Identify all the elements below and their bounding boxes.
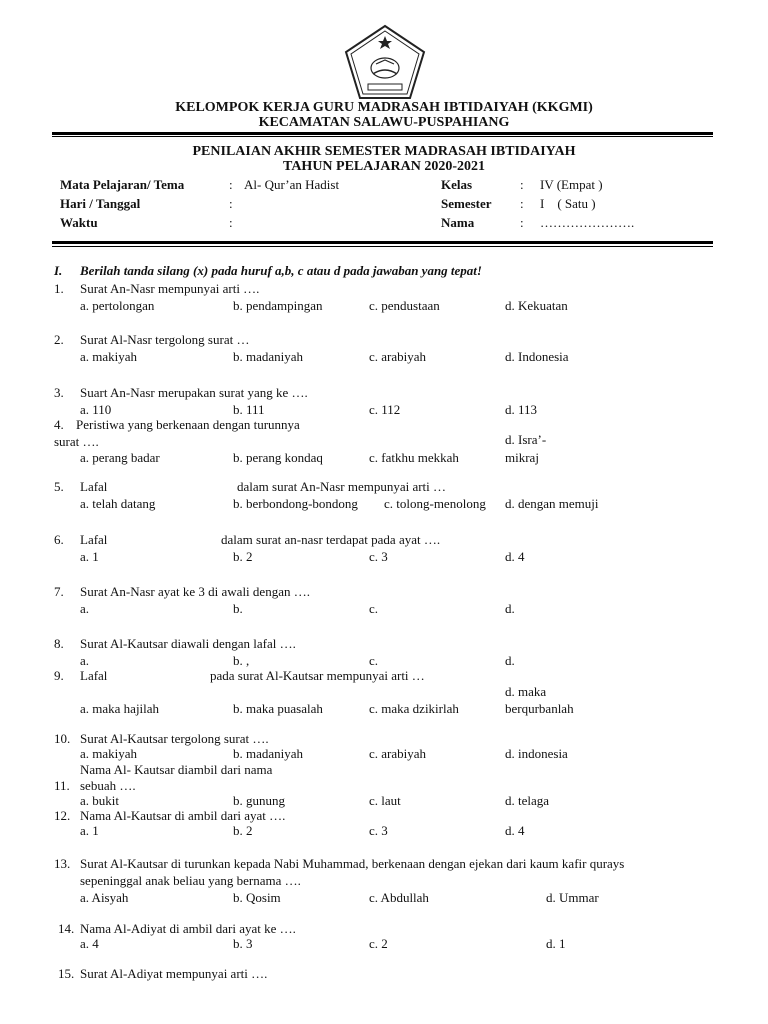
question-7-option-b: b.: [233, 601, 243, 616]
question-3-option-b: b. 111: [233, 402, 265, 417]
question-7-option-a: a.: [80, 601, 90, 616]
question-8-option-d: d.: [505, 653, 515, 668]
question-11-option-a: a. bukit: [80, 793, 119, 808]
question-5-option-c: c. tolong-menolong: [384, 496, 486, 511]
question-5-text: Lafal: [80, 479, 108, 494]
kemenag-logo: [340, 22, 430, 102]
question-4-text: Peristiwa yang berkenaan dengan turunnya: [76, 417, 300, 432]
section-roman: I.: [54, 263, 63, 278]
question-14-number: 14.: [58, 921, 75, 936]
mapel-value: Al- Qur’an Hadist: [244, 177, 340, 192]
question-10-text: Surat Al-Kautsar tergolong surat ….: [80, 731, 269, 746]
question-3-text: Suart An-Nasr merupakan surat yang ke ….: [80, 385, 308, 400]
question-9-option-d-cont: berqurbanlah: [505, 701, 574, 716]
question-12-option-c: c. 3: [369, 823, 388, 838]
question-12-text: Nama Al-Kautsar di ambil dari ayat ….: [80, 808, 286, 823]
question-15-number: 15.: [58, 966, 75, 981]
question-5-option-a: a. telah datang: [80, 496, 156, 511]
question-13-text-cont: sepeninggal anak beliau yang bernama ….: [80, 873, 301, 888]
question-6-option-d: d. 4: [505, 549, 525, 564]
question-2-option-d: d. Indonesia: [505, 349, 569, 364]
question-6-text: Lafal: [80, 532, 108, 547]
info-rule-thin: [52, 246, 713, 247]
semester-label: Semester: [441, 196, 492, 211]
nama-colon: :: [520, 215, 524, 230]
question-4-option-b: b. perang kondaq: [233, 450, 323, 465]
question-4-number: 4.: [54, 417, 64, 432]
header-line-2: KECAMATAN SALAWU-PUSPAHIANG: [258, 115, 510, 130]
question-1-number: 1.: [54, 281, 64, 296]
question-9-option-d: d. maka: [505, 684, 547, 699]
exam-title: PENILAIAN AKHIR SEMESTER MADRASAH IBTIDAIYAH: [192, 144, 576, 159]
question-2-number: 2.: [54, 332, 64, 347]
question-11-number: 11.: [54, 778, 70, 793]
question-2-option-b: b. madaniyah: [233, 349, 304, 364]
question-6-number: 6.: [54, 532, 64, 547]
question-6-option-c: c. 3: [369, 549, 388, 564]
question-8-option-a: a.: [80, 653, 90, 668]
question-3-option-c: c. 112: [369, 402, 401, 417]
question-1-option-a: a. pertolongan: [80, 298, 155, 313]
question-8-number: 8.: [54, 636, 64, 651]
semester-value: I ( Satu ): [540, 196, 596, 211]
question-4-option-a: a. perang badar: [80, 450, 160, 465]
question-10-number: 10.: [54, 731, 71, 746]
question-1-text: Surat An-Nasr mempunyai arti ….: [80, 281, 260, 296]
question-3-option-d: d. 113: [505, 402, 538, 417]
question-9-text: Lafal: [80, 668, 108, 683]
info-rule-thick: [52, 241, 713, 244]
header-line-1: KELOMPOK KERJA GURU MADRASAH IBTIDAIYAH (KKGMI): [175, 100, 593, 115]
semester-colon: :: [520, 196, 524, 211]
question-2-text: Surat Al-Nasr tergolong surat …: [80, 332, 250, 347]
nama-label: Nama: [441, 215, 475, 230]
question-1-option-c: c. pendustaan: [369, 298, 440, 313]
hari-colon: :: [229, 196, 233, 211]
question-13-number: 13.: [54, 856, 71, 871]
question-4-option-d: d. Isra’-: [505, 432, 547, 447]
question-8-option-b: b. ,: [233, 653, 250, 668]
question-15-text: Surat Al-Adiyat mempunyai arti ….: [80, 966, 268, 981]
kelas-value: IV (Empat ): [540, 177, 603, 192]
question-12-number: 12.: [54, 808, 71, 823]
waktu-colon: :: [229, 215, 233, 230]
question-7-option-c: c.: [369, 601, 379, 616]
question-14-option-d: d. 1: [546, 936, 566, 951]
header-rule-thin: [52, 136, 713, 137]
question-6-option-a: a. 1: [80, 549, 99, 564]
question-9-option-b: b. maka puasalah: [233, 701, 323, 716]
question-12-option-d: d. 4: [505, 823, 525, 838]
question-10-option-a: a. makiyah: [80, 746, 138, 761]
question-14-option-b: b. 3: [233, 936, 253, 951]
question-13-text: Surat Al-Kautsar di turunkan kepada Nabi Muhammad, berkenaan dengan ejekan dari kaum kafir qurays: [80, 856, 625, 871]
question-2-option-a: a. makiyah: [80, 349, 138, 364]
question-14-option-a: a. 4: [80, 936, 99, 951]
question-10-option-c: c. arabiyah: [369, 746, 427, 761]
kelas-colon: :: [520, 177, 524, 192]
question-4-option-c: c. fatkhu mekkah: [369, 450, 459, 465]
exam-year: TAHUN PELAJARAN 2020-2021: [283, 159, 485, 174]
question-9-option-c: c. maka dzikirlah: [369, 701, 459, 716]
question-2-option-c: c. arabiyah: [369, 349, 427, 364]
question-9-number: 9.: [54, 668, 64, 683]
question-5-text-after: dalam surat An-Nasr mempunyai arti …: [237, 479, 447, 494]
mapel-colon: :: [229, 177, 233, 192]
section-instruction: Berilah tanda silang (x) pada huruf a,b, c atau d pada jawaban yang tepat!: [80, 263, 482, 278]
question-11-option-c: c. laut: [369, 793, 401, 808]
question-13-option-d: d. Ummar: [546, 890, 599, 905]
header-rule-thick: [52, 132, 713, 135]
question-13-option-a: a. Aisyah: [80, 890, 129, 905]
question-12-option-a: a. 1: [80, 823, 99, 838]
question-6-option-b: b. 2: [233, 549, 253, 564]
question-5-option-d: d. dengan memuji: [505, 496, 599, 511]
question-4-option-d-cont: mikraj: [505, 450, 539, 465]
question-1-option-d: d. Kekuatan: [505, 298, 568, 313]
question-13-option-b: b. Qosim: [233, 890, 281, 905]
question-3-number: 3.: [54, 385, 64, 400]
question-11-text: Nama Al- Kautsar diambil dari nama: [80, 762, 273, 777]
question-1-option-b: b. pendampingan: [233, 298, 323, 313]
question-11-option-d: d. telaga: [505, 793, 550, 808]
kelas-label: Kelas: [441, 177, 473, 192]
mapel-label: Mata Pelajaran/ Tema: [60, 177, 185, 192]
question-4-text-cont: surat ….: [54, 434, 99, 449]
question-8-option-c: c.: [369, 653, 379, 668]
question-7-option-d: d.: [505, 601, 515, 616]
question-5-number: 5.: [54, 479, 64, 494]
question-10-option-d: d. indonesia: [505, 746, 568, 761]
question-14-text: Nama Al-Adiyat di ambil dari ayat ke ….: [80, 921, 296, 936]
question-13-option-c: c. Abdullah: [369, 890, 429, 905]
question-3-option-a: a. 110: [80, 402, 112, 417]
question-7-number: 7.: [54, 584, 64, 599]
question-11-text-cont: sebuah ….: [80, 778, 136, 793]
question-9-text-after: pada surat Al-Kautsar mempunyai arti …: [210, 668, 425, 683]
hari-label: Hari / Tanggal: [60, 196, 141, 211]
question-7-text: Surat An-Nasr ayat ke 3 di awali dengan ….: [80, 584, 310, 599]
question-12-option-b: b. 2: [233, 823, 253, 838]
question-6-text-after: dalam surat an-nasr terdapat pada ayat ….: [221, 532, 441, 547]
question-8-text: Surat Al-Kautsar diawali dengan lafal ….: [80, 636, 296, 651]
question-11-option-b: b. gunung: [233, 793, 285, 808]
question-5-option-b: b. berbondong-bondong: [233, 496, 358, 511]
question-14-option-c: c. 2: [369, 936, 388, 951]
nama-value: ………………….: [540, 215, 635, 230]
question-10-option-b: b. madaniyah: [233, 746, 304, 761]
waktu-label: Waktu: [60, 215, 98, 230]
question-9-option-a: a. maka hajilah: [80, 701, 160, 716]
